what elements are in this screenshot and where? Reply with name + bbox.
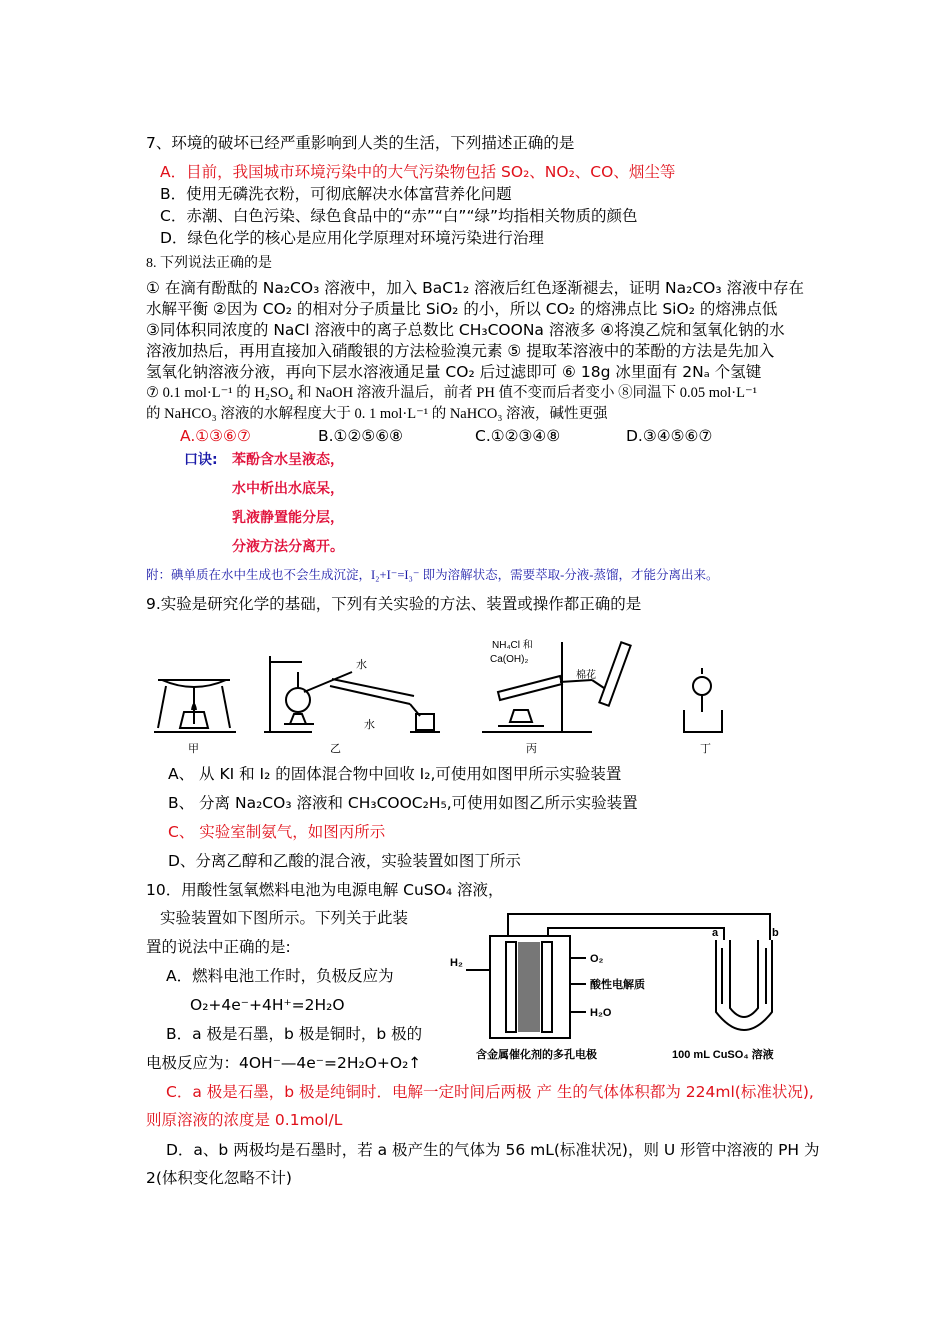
q10-option-a-line-2: O₂+4e⁻+4H⁺=2H₂O (190, 996, 345, 1014)
fig-label-electrode: 含金属催化剂的多孔电极 (476, 1049, 597, 1061)
q8-option-b: B.①②⑤⑥⑧ (318, 427, 404, 445)
fig-label-h2o: H₂O (590, 1007, 612, 1019)
q8-line-5: 氢氧化钠溶液分液，再向下层水溶液通足量 CO₂ 后过滤即可 ⑥ 18g 冰里面有 2Nₐ 个氢键 (146, 363, 762, 381)
q7-stem: 7、环境的破坏已经严重影响到人类的生活，下列描述正确的是 (146, 134, 575, 152)
q10-option-a-line-1: A．燃料电池工作时，负极反应为 (166, 967, 394, 985)
mnemonic-line-1: 苯酚含水呈液态， (232, 452, 344, 468)
mnemonic-line-4: 分液方法分离开。 (232, 539, 344, 555)
fig-label-solution: 100 mL CuSO₄ 溶液 (672, 1049, 774, 1061)
q8-line-2: 水解平衡 ②因为 CO₂ 的相对分子质量比 SiO₂ 的小，所以 CO₂ 的熔沸点比 SiO₂ 的熔沸点低 (146, 300, 778, 318)
q10-option-c-line-1: C．a 极是石墨，b 极是纯铜时．电解一定时间后两极 产 生的气体体积都为 224ml(标准状况), (166, 1083, 814, 1101)
q8-option-d: D.③④⑤⑥⑦ (626, 427, 713, 445)
mnemonic-label: 口诀: (184, 452, 218, 468)
fig-label-water-2: 水 (364, 719, 375, 731)
fig-label-bing: 丙 (526, 743, 537, 755)
fig-label-h2: H₂ (450, 957, 463, 969)
q10-option-d-line-1: D．a、b 两极均是石墨时，若 a 极产生的气体为 56 mL(标准状况)，则 U 形管中溶液的 PH 为 (166, 1141, 820, 1159)
q9-option-d: D、分离乙醇和乙酸的混合液，实验装置如图丁所示 (168, 852, 521, 870)
q8-line-3: ③同体积同浓度的 NaCl 溶液中的离子总数比 CH₃COONa 溶液多 ④将溴乙烷和氢氧化钠的水 (146, 321, 785, 339)
q9-option-a: A、 从 KI 和 I₂ 的固体混合物中回收 I₂,可使用如图甲所示实验装置 (168, 765, 622, 783)
q10-line-3: 置的说法中正确的是: (146, 938, 291, 956)
fig-label-reagent-1: NH₄Cl 和 (492, 640, 533, 651)
q9-option-b: B、 分离 Na₂CO₃ 溶液和 CH₃COOC₂H₅,可使用如图乙所示实验装置 (168, 794, 638, 812)
q9-stem: 9.实验是研究化学的基础，下列有关实验的方法、装置或操作都正确的是 (146, 595, 642, 613)
q10-option-c-line-2: 则原溶液的浓度是 0.1mol/L (146, 1111, 343, 1129)
q9-apparatus-figure (152, 632, 752, 760)
q10-option-b-line-1: B．a 极是石墨，b 极是铜时，b 极的 (166, 1025, 423, 1043)
q8-option-a: A.①③⑥⑦ (180, 427, 251, 445)
fig-label-electrolyte: 酸性电解质 (590, 979, 645, 991)
q7-option-c: C．赤潮、白色污染、绿色食品中的“赤”“白”“绿”均指相关物质的颜色 (160, 207, 638, 225)
q8-line-1: ① 在滴有酚酞的 Na₂CO₃ 溶液中，加入 BaC1₂ 溶液后红色逐渐褪去，证明 Na₂CO₃ 溶液中存在 (146, 279, 805, 297)
fig-label-b: b (772, 927, 779, 939)
fig-label-yi: 乙 (330, 743, 341, 755)
q7-option-b: B．使用无磷洗衣粉，可彻底解决水体富营养化问题 (160, 185, 512, 203)
mnemonic-line-3: 乳液静置能分层， (232, 510, 344, 526)
q9-option-c: C、 实验室制氨气，如图丙所示 (168, 823, 386, 841)
q10-stem: 10．用酸性氢氧燃料电池为电源电解 CuSO₄ 溶液， (146, 881, 504, 899)
q8-note: 附：碘单质在水中生成也不会生成沉淀，I₂+I⁻=I₃⁻ 即为溶解状态，需要萃取-分液-蒸馏，才能分离出来。 (146, 568, 719, 582)
fig-label-water-1: 水 (356, 659, 367, 671)
q8-line-7: 的 NaHCO₃ 溶液的水解程度大于 0. 1 mol·L⁻¹ 的 NaHCO₃ 溶液，碱性更强 (146, 406, 608, 422)
q8-stem: 8. 下列说法正确的是 (146, 256, 272, 271)
q10-option-b-line-2: 电极反应为：4OH⁻—4e⁻=2H₂O+O₂↑ (146, 1054, 422, 1072)
q7-option-a: A．目前，我国城市环境污染中的大气污染物包括 SO₂、NO₂、CO、烟尘等 (160, 163, 676, 181)
fig-label-cotton: 棉花 (576, 670, 596, 681)
q10-line-2: 实验装置如下图所示。下列关于此装 (160, 909, 409, 927)
fig-label-jia: 甲 (188, 743, 199, 755)
q8-option-c: C.①②③④⑧ (475, 427, 561, 445)
q8-line-6: ⑦ 0.1 mol·L⁻¹ 的 H₂SO₄ 和 NaOH 溶液升温后，前者 PH 值不变而后者变小 ⑧同温下 0.05 mol·L⁻¹ (146, 385, 757, 401)
q10-option-d-line-2: 2(体积变化忽略不计) (146, 1169, 292, 1187)
q7-option-d: D．绿色化学的核心是应用化学原理对环境污染进行治理 (160, 229, 544, 247)
mnemonic-line-2: 水中析出水底呆， (232, 481, 344, 497)
fig-label-o2: O₂ (590, 953, 604, 965)
fig-label-a: a (712, 927, 719, 939)
q8-line-4: 溶液加热后，再用直接加入硝酸银的方法检验溴元素 ⑤ 提取苯溶液中的苯酚的方法是先加入 (146, 342, 775, 360)
q10-electrolysis-figure (446, 908, 796, 1064)
fig-label-reagent-2: Ca(OH)₂ (490, 654, 529, 665)
fig-label-ding: 丁 (700, 743, 711, 755)
